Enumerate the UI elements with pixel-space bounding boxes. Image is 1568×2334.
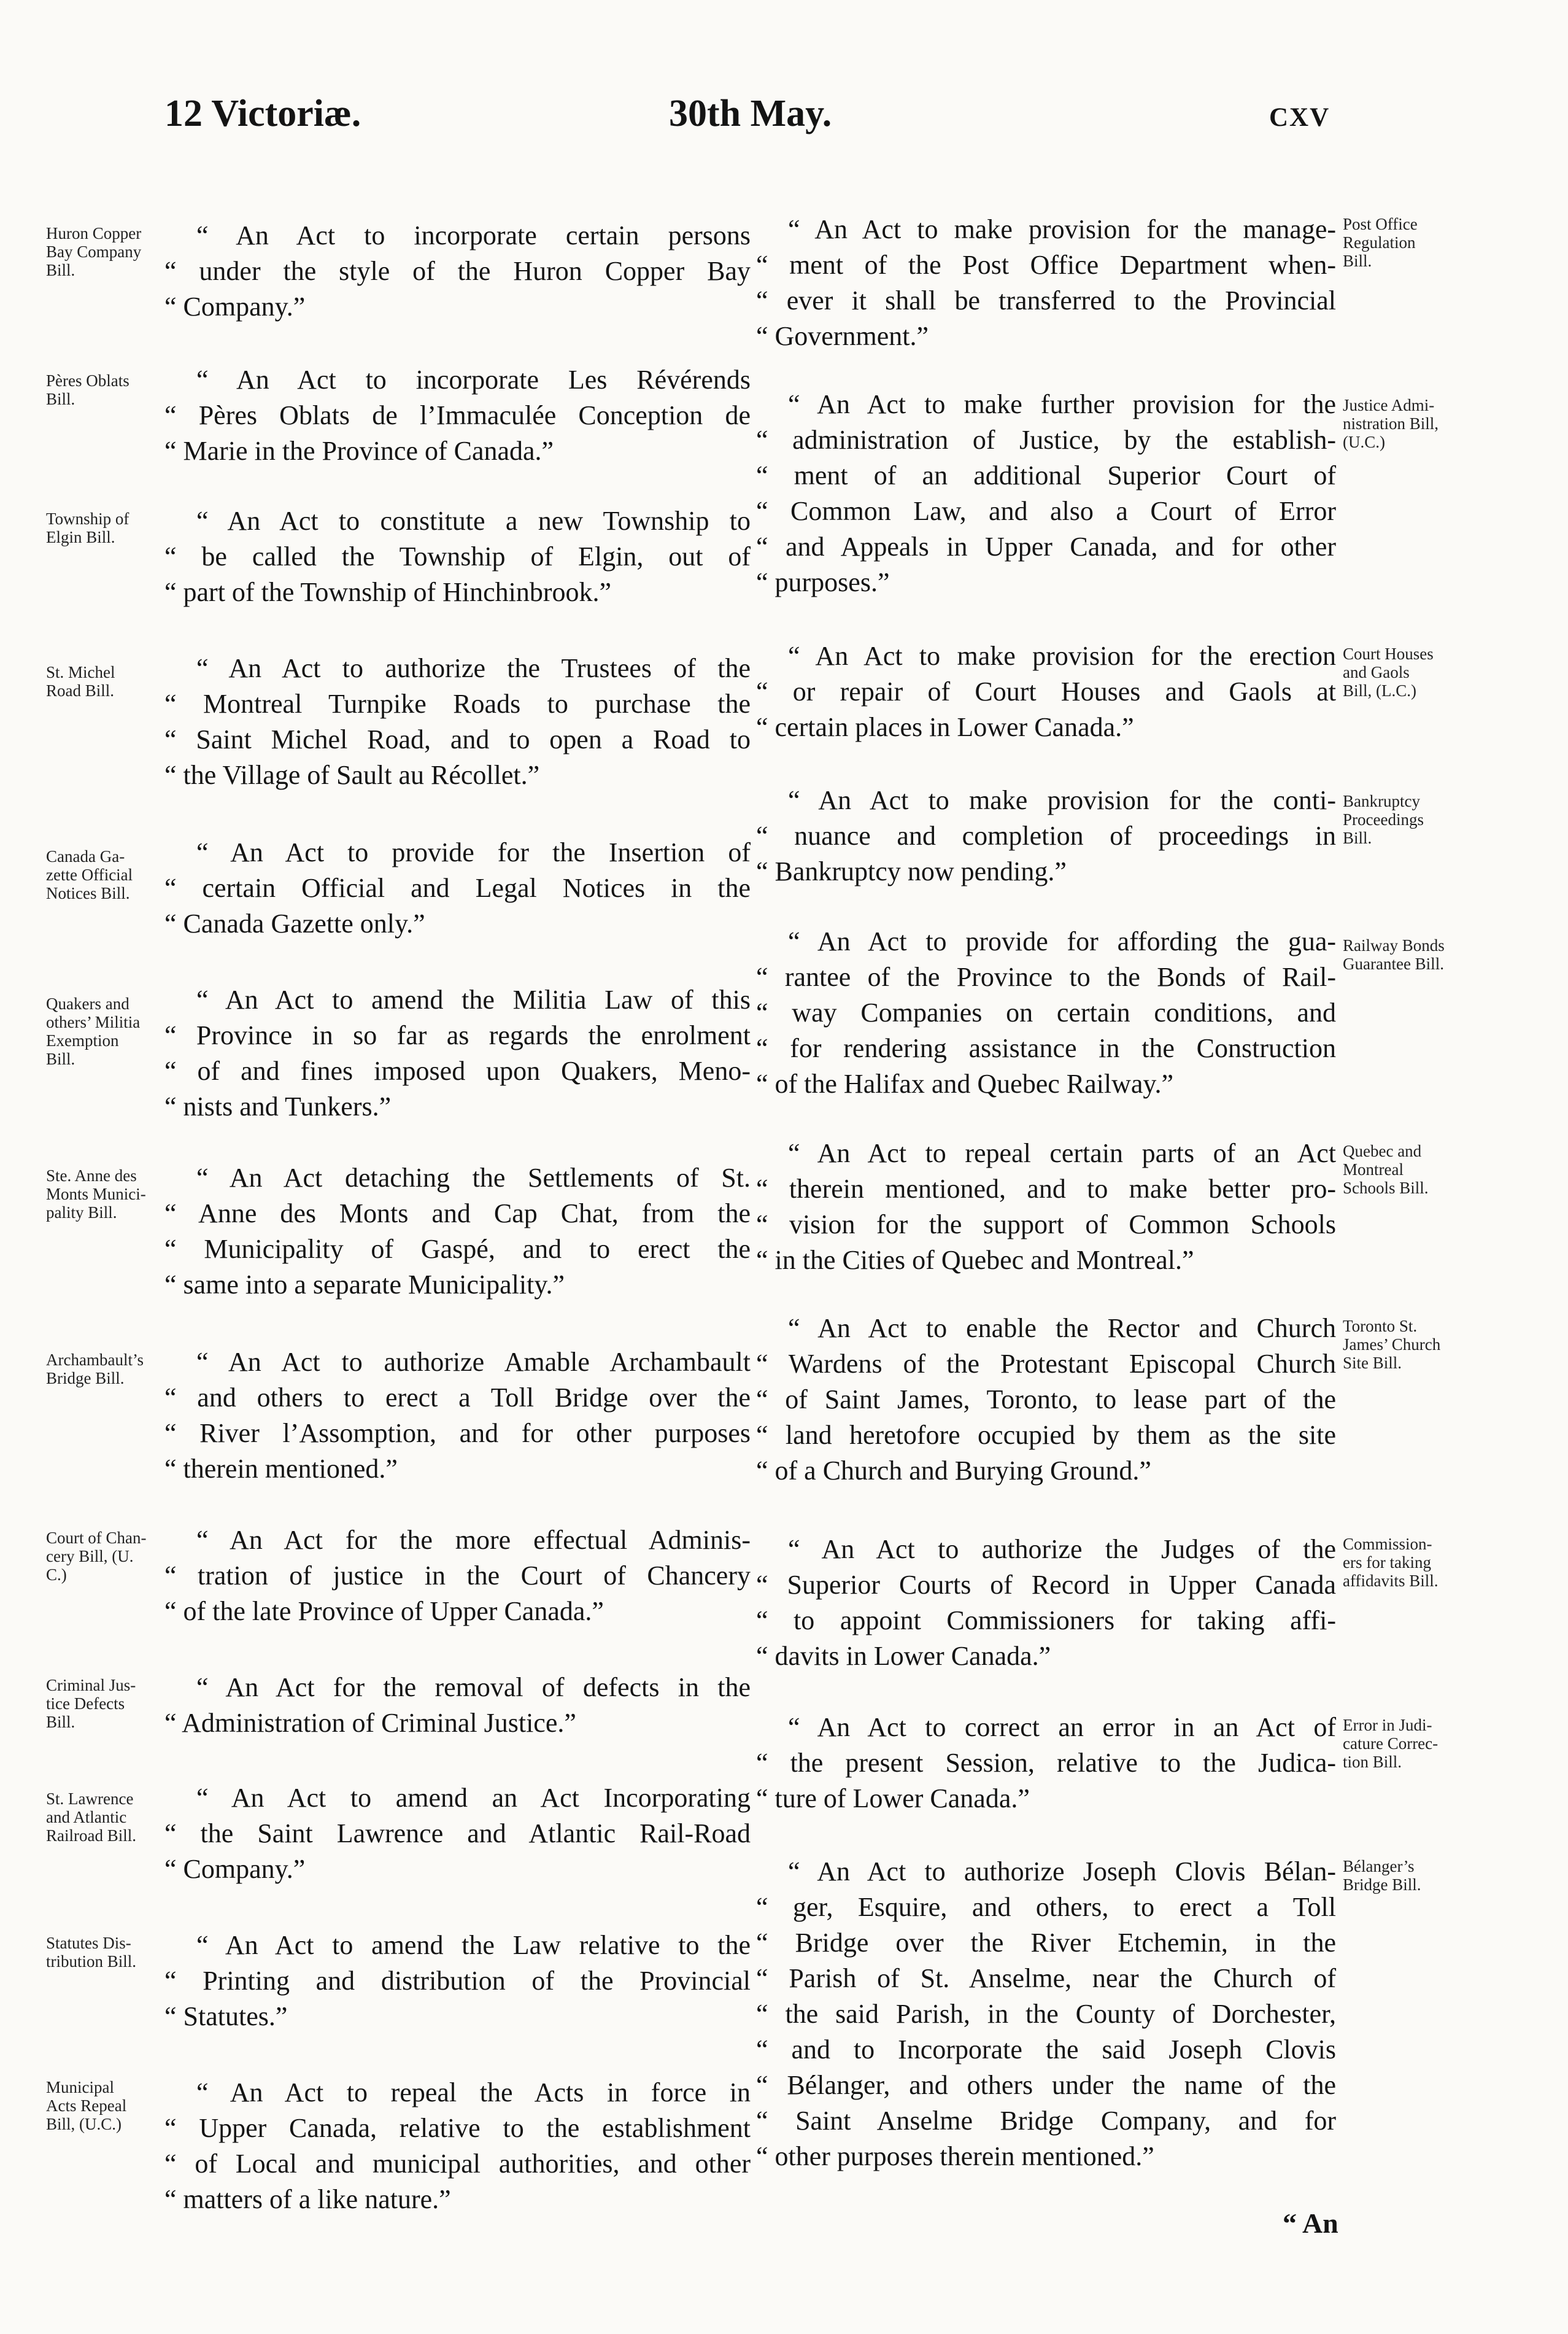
- text-line: “ An Act to make further provision for the: [788, 389, 1336, 419]
- left-margin-note: [46, 1351, 169, 1387]
- right-act-paragraph: [756, 387, 1336, 600]
- text-line: “ administration of Justice, by the establish-: [756, 425, 1336, 455]
- text-line: “ Municipality of Gaspé, and to erect the: [164, 1234, 751, 1264]
- right-act-paragraph: [756, 783, 1336, 890]
- margin-note-line: Bridge Bill.: [1343, 1875, 1421, 1894]
- right-act-paragraph: [756, 1311, 1336, 1489]
- margin-note-line: Statutes Dis-: [46, 1934, 131, 1952]
- right-margin-note: [1343, 1857, 1481, 1894]
- left-margin-note: [46, 371, 169, 408]
- text-line: “ be called the Township of Elgin, out of: [164, 541, 751, 572]
- text-line: “ nists and Tunkers.”: [164, 1091, 392, 1122]
- left-act-paragraph: [164, 1522, 751, 1629]
- text-line: “ under the style of the Huron Copper Bay: [164, 256, 751, 286]
- margin-note-line: Criminal Jus-: [46, 1676, 136, 1694]
- right-act-paragraph: [756, 1854, 1336, 2174]
- right-act-paragraph: [756, 1710, 1336, 1816]
- margin-note-line: Bill, (L.C.): [1343, 681, 1416, 700]
- margin-note-line: ers for taking: [1343, 1553, 1431, 1572]
- margin-note-line: Toronto St.: [1343, 1317, 1418, 1335]
- text-line: “ Government.”: [756, 321, 929, 351]
- right-act-paragraph: [756, 1532, 1336, 1674]
- text-line: “ to appoint Commissioners for taking affi-: [756, 1605, 1336, 1635]
- text-line: “ purposes.”: [756, 567, 890, 597]
- right-act-paragraph: [756, 1136, 1336, 1278]
- right-margin-note: [1343, 1716, 1481, 1771]
- text-line: “ Province in so far as regards the enrolment: [164, 1020, 751, 1050]
- left-act-paragraph: [164, 1670, 751, 1741]
- margin-note-line: Montreal: [1343, 1160, 1404, 1179]
- right-margin-note: [1343, 1317, 1481, 1372]
- text-line: “ An Act to correct an error in an Act of: [788, 1712, 1336, 1742]
- left-act-paragraph: [164, 362, 751, 469]
- text-line: “ Marie in the Province of Canada.”: [164, 436, 554, 466]
- text-line: “ An Act to constitute a new Township to: [196, 506, 751, 536]
- margin-note-line: Justice Admi-: [1343, 396, 1435, 414]
- text-line: “ Company.”: [164, 1854, 306, 1884]
- right-act-paragraph: [756, 638, 1336, 745]
- text-line: “ An Act to incorporate Les Révérends: [196, 365, 751, 395]
- text-line: “ An Act to authorize the Judges of the: [788, 1534, 1336, 1564]
- text-line: “ An Act for the more effectual Adminis-: [196, 1525, 751, 1555]
- text-line: “ or repair of Court Houses and Gaols at: [756, 677, 1336, 707]
- text-line: “ An Act to make provision for the erection: [788, 641, 1336, 671]
- text-line: “ therein mentioned.”: [164, 1454, 398, 1484]
- text-line: “ Bélanger, and others under the name of the: [756, 2070, 1336, 2100]
- text-line: “ Company.”: [164, 292, 306, 322]
- left-margin-note: [46, 1934, 169, 1971]
- text-line: “ Upper Canada, relative to the establishment: [164, 2113, 751, 2143]
- text-line: “ ger, Esquire, and others, to erect a Toll: [756, 1892, 1336, 1922]
- margin-note-line: Elgin Bill.: [46, 528, 115, 546]
- left-act-paragraph: [164, 1928, 751, 2034]
- text-line: “ rantee of the Province to the Bonds of Rail-: [756, 962, 1336, 992]
- left-act-paragraph: [164, 982, 751, 1125]
- text-line: “ certain places in Lower Canada.”: [756, 712, 1134, 742]
- text-line: “ therein mentioned, and to make better pro-: [756, 1174, 1336, 1204]
- text-line: “ An Act to make provision for the manage-: [788, 214, 1336, 244]
- text-line: “ Common Law, and also a Court of Error: [756, 496, 1336, 526]
- left-margin-note: [46, 1529, 169, 1584]
- text-line: “ the said Parish, in the County of Dorchester,: [756, 1999, 1336, 2029]
- margin-note-line: Post Office: [1343, 215, 1418, 233]
- running-head-date: 30th May.: [669, 93, 832, 134]
- margin-note-line: Bankruptcy: [1343, 792, 1420, 810]
- margin-note-line: zette Official: [46, 866, 133, 884]
- margin-note-line: Bill.: [46, 390, 75, 408]
- right-margin-note: [1343, 215, 1481, 270]
- margin-note-line: Court of Chan-: [46, 1529, 147, 1547]
- text-line: “ An Act to incorporate certain persons: [196, 220, 751, 250]
- margin-note-line: Court Houses: [1343, 645, 1434, 663]
- left-margin-note: [46, 1789, 169, 1845]
- margin-note-line: Notices Bill.: [46, 884, 130, 902]
- margin-note-line: Error in Judi-: [1343, 1716, 1432, 1734]
- text-line: “ same into a separate Municipality.”: [164, 1270, 565, 1300]
- text-line: “ Bankruptcy now pending.”: [756, 856, 1067, 886]
- margin-note-line: and Gaols: [1343, 663, 1410, 681]
- text-line: “ of a Church and Burying Ground.”: [756, 1456, 1151, 1486]
- margin-note-line: affidavits Bill.: [1343, 1572, 1439, 1590]
- text-line: “ An Act detaching the Settlements of St.: [196, 1163, 751, 1193]
- text-line: “ the Village of Sault au Récollet.”: [164, 760, 540, 790]
- right-margin-note: [1343, 1142, 1481, 1197]
- left-margin-note: [46, 663, 169, 700]
- margin-note-line: (U.C.): [1343, 433, 1385, 451]
- margin-note-line: cery Bill, (U.: [46, 1547, 134, 1565]
- running-head-left: 12 Victoriæ.: [164, 93, 361, 134]
- margin-note-line: Canada Ga-: [46, 847, 125, 866]
- margin-note-line: Regulation: [1343, 233, 1416, 252]
- text-line: “ An Act to authorize Joseph Clovis Bélan-: [788, 1856, 1336, 1886]
- margin-note-line: Road Bill.: [46, 681, 115, 700]
- text-line: “ vision for the support of Common Schools: [756, 1209, 1336, 1239]
- text-line: “ ment of an additional Superior Court of: [756, 460, 1336, 490]
- margin-note-line: St. Lawrence: [46, 1789, 134, 1808]
- text-line: “ Parish of St. Anselme, near the Church of: [756, 1963, 1336, 1993]
- text-line: “ certain Official and Legal Notices in the: [164, 873, 751, 903]
- text-line: “ Saint Anselme Bridge Company, and for: [756, 2106, 1336, 2136]
- margin-note-line: C.): [46, 1565, 67, 1584]
- text-line: “ of the late Province of Upper Canada.”: [164, 1596, 604, 1626]
- margin-note-line: cature Correc-: [1343, 1734, 1439, 1753]
- margin-note-line: Railroad Bill.: [46, 1826, 136, 1845]
- margin-note-line: Archambault’s: [46, 1351, 144, 1369]
- right-margin-note: [1343, 645, 1481, 700]
- text-line: “ Anne des Monts and Cap Chat, from the: [164, 1198, 751, 1228]
- margin-note-line: Pères Oblats: [46, 371, 129, 390]
- text-line: “ Pères Oblats de l’Immaculée Conception de: [164, 400, 751, 430]
- margin-note-line: James’ Church: [1343, 1335, 1441, 1354]
- margin-note-line: St. Michel: [46, 663, 115, 681]
- text-line: “ Superior Courts of Record in Upper Canada: [756, 1570, 1336, 1600]
- left-margin-note: [46, 1166, 169, 1222]
- text-line: “ An Act to amend the Law relative to the: [196, 1930, 751, 1960]
- text-line: “ Statutes.”: [164, 2001, 288, 2031]
- right-margin-note: [1343, 792, 1481, 847]
- text-line: “ An Act to provide for affording the gua-: [788, 926, 1336, 956]
- left-margin-note: [46, 2078, 169, 2133]
- right-act-paragraph: [756, 924, 1336, 1102]
- text-line: “ An Act for the removal of defects in the: [196, 1672, 751, 1702]
- left-margin-note: [46, 510, 169, 546]
- text-line: “ matters of a like nature.”: [164, 2184, 451, 2214]
- margin-note-line: tice Defects: [46, 1694, 125, 1713]
- margin-note-line: Railway Bonds: [1343, 936, 1445, 955]
- text-line: “ and to Incorporate the said Joseph Clovis: [756, 2034, 1336, 2065]
- right-act-paragraph: [756, 212, 1336, 354]
- text-line: “ and others to erect a Toll Bridge over the: [164, 1382, 751, 1413]
- text-line: “ nuance and completion of proceedings in: [756, 821, 1336, 851]
- text-line: “ the present Session, relative to the Judica-: [756, 1748, 1336, 1778]
- text-line: “ River l’Assomption, and for other purposes: [164, 1418, 751, 1448]
- margin-note-line: Bill, (U.C.): [46, 2115, 122, 2133]
- text-line: “ Printing and distribution of the Provincial: [164, 1966, 751, 1996]
- margin-note-line: Guarantee Bill.: [1343, 955, 1444, 973]
- text-line: “ Administration of Criminal Justice.”: [164, 1708, 576, 1738]
- right-margin-note: [1343, 1535, 1481, 1590]
- margin-note-line: tribution Bill.: [46, 1952, 137, 1971]
- margin-note-line: Schools Bill.: [1343, 1179, 1429, 1197]
- margin-note-line: Bill.: [46, 1713, 75, 1731]
- text-line: “ other purposes therein mentioned.”: [756, 2141, 1154, 2171]
- text-line: “ way Companies on certain conditions, and: [756, 998, 1336, 1028]
- margin-note-line: Bay Company: [46, 242, 142, 261]
- margin-note-line: pality Bill.: [46, 1203, 117, 1222]
- text-line: “ Montreal Turnpike Roads to purchase the: [164, 689, 751, 719]
- text-line: “ of Saint James, Toronto, to lease part of the: [756, 1384, 1336, 1414]
- margin-note-line: Bill.: [1343, 252, 1372, 270]
- page-number: cxv: [1269, 93, 1330, 134]
- margin-note-line: Bridge Bill.: [46, 1369, 125, 1387]
- text-line: “ An Act to amend an Act Incorporating: [196, 1783, 751, 1813]
- left-act-paragraph: [164, 835, 751, 942]
- left-act-paragraph: [164, 1160, 751, 1303]
- text-line: “ for rendering assistance in the Construction: [756, 1033, 1336, 1063]
- margin-note-line: Township of: [46, 510, 129, 528]
- text-line: “ land heretofore occupied by them as the site: [756, 1420, 1336, 1450]
- left-margin-note: [46, 847, 169, 902]
- margin-note-line: Ste. Anne des: [46, 1166, 137, 1185]
- margin-note-line: Bill.: [46, 1050, 75, 1068]
- text-line: “ Wardens of the Protestant Episcopal Church: [756, 1349, 1336, 1379]
- left-act-paragraph: [164, 651, 751, 793]
- text-line: “ the Saint Lawrence and Atlantic Rail-Road: [164, 1818, 751, 1848]
- left-act-paragraph: [164, 503, 751, 610]
- text-line: “ tration of justice in the Court of Chancery: [164, 1561, 751, 1591]
- text-line: “ An Act to repeal certain parts of an Act: [788, 1138, 1336, 1168]
- margin-note-line: tion Bill.: [1343, 1753, 1402, 1771]
- left-act-paragraph: [164, 1780, 751, 1887]
- text-line: “ of and fines imposed upon Quakers, Meno-: [164, 1056, 751, 1086]
- left-act-paragraph: [164, 218, 751, 325]
- text-line: “ Bridge over the River Etchemin, in the: [756, 1928, 1336, 1958]
- margin-note-line: Bill.: [46, 261, 75, 279]
- text-line: “ part of the Township of Hinchinbrook.”: [164, 577, 612, 607]
- margin-note-line: Site Bill.: [1343, 1354, 1402, 1372]
- text-line: “ An Act to amend the Militia Law of this: [196, 985, 751, 1015]
- right-margin-note: [1343, 936, 1481, 973]
- text-line: “ An Act to authorize Amable Archambault: [196, 1347, 751, 1377]
- margin-note-line: Exemption: [46, 1031, 119, 1050]
- text-line: “ An Act to authorize the Trustees of the: [196, 653, 751, 683]
- margin-note-line: others’ Militia: [46, 1013, 141, 1031]
- left-act-paragraph: [164, 1344, 751, 1487]
- text-line: “ of Local and municipal authorities, and other: [164, 2149, 751, 2179]
- margin-note-line: and Atlantic: [46, 1808, 127, 1826]
- margin-note-line: Commission-: [1343, 1535, 1432, 1553]
- text-line: “ An Act to provide for the Insertion of: [196, 837, 751, 867]
- text-line: “ An Act to repeal the Acts in force in: [196, 2077, 751, 2107]
- left-margin-note: [46, 224, 169, 279]
- text-line: “ and Appeals in Upper Canada, and for other: [756, 532, 1336, 562]
- text-line: “ in the Cities of Quebec and Montreal.”: [756, 1245, 1194, 1275]
- text-line: “ Saint Michel Road, and to open a Road to: [164, 724, 751, 754]
- margin-note-line: Acts Repeal: [46, 2096, 127, 2115]
- text-line: “ Canada Gazette only.”: [164, 909, 425, 939]
- margin-note-line: Huron Copper: [46, 224, 142, 242]
- margin-note-line: Municipal: [46, 2078, 114, 2096]
- margin-note-line: Bélanger’s: [1343, 1857, 1415, 1875]
- margin-note-line: Monts Munici-: [46, 1185, 146, 1203]
- text-line: “ ever it shall be transferred to the Provincial: [756, 285, 1336, 316]
- text-line: “ An Act to enable the Rector and Church: [788, 1313, 1336, 1343]
- right-margin-note: [1343, 396, 1481, 451]
- text-line: “ davits in Lower Canada.”: [756, 1641, 1051, 1671]
- margin-note-line: nistration Bill,: [1343, 414, 1439, 433]
- text-line: “ ment of the Post Office Department when-: [756, 250, 1336, 280]
- text-line: “ An Act to make provision for the conti-: [788, 785, 1336, 815]
- margin-note-line: Bill.: [1343, 829, 1372, 847]
- catchword: “ An: [1283, 2208, 1338, 2239]
- left-margin-note: [46, 994, 169, 1068]
- left-act-paragraph: [164, 2075, 751, 2217]
- margin-note-line: Quakers and: [46, 994, 129, 1013]
- text-line: “ of the Halifax and Quebec Railway.”: [756, 1069, 1174, 1099]
- text-line: “ ture of Lower Canada.”: [756, 1783, 1030, 1813]
- left-margin-note: [46, 1676, 169, 1731]
- margin-note-line: Proceedings: [1343, 810, 1424, 829]
- margin-note-line: Quebec and: [1343, 1142, 1422, 1160]
